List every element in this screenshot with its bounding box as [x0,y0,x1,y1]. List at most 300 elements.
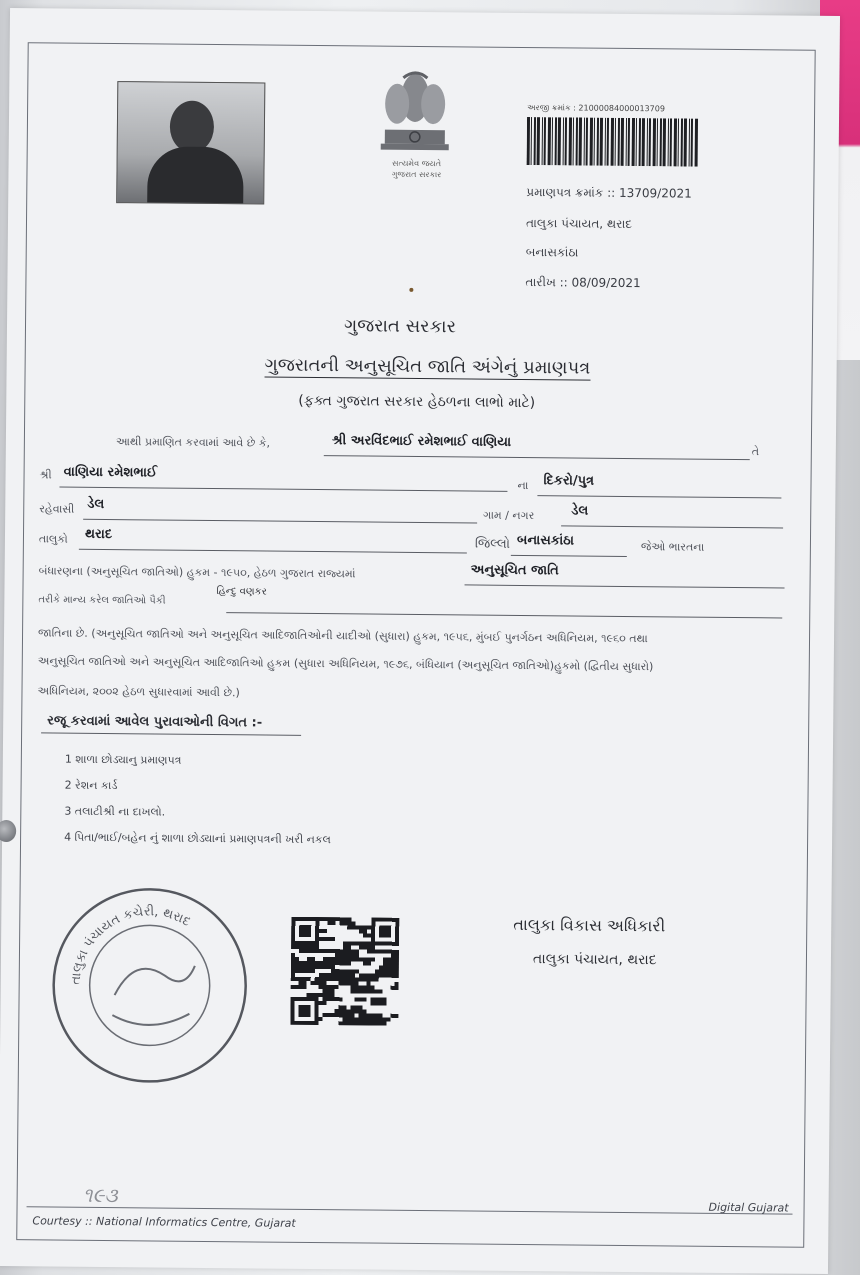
qr-module [314,1017,318,1021]
barcode-bar [649,118,651,166]
qr-module [335,985,339,989]
qr-module [306,1005,310,1009]
qr-module [319,973,323,977]
barcode-bar [647,118,648,166]
qr-module [342,1009,346,1013]
caste-category: અનુસૂચિત જાતિ [470,562,559,579]
qr-module [343,981,347,985]
qr-module [295,985,299,989]
qr-module [347,969,351,973]
qr-module [383,958,387,962]
qr-module [339,917,343,921]
qr-module [331,969,335,973]
qr-module [379,926,383,930]
barcode-bar [628,118,630,166]
qr-module [379,942,383,946]
qr-module [383,998,387,1002]
qr-module [347,917,351,921]
qr-module [314,1009,318,1013]
qr-module [363,925,367,929]
qr-module [307,933,311,937]
order-label: બંધારણના (અનુસૂચિત જાતિઓ) હુકમ - ૧૯૫૦, હેઠળ ગુજરાત રાજ્યમાં [38,564,356,581]
qr-module [303,969,307,973]
qr-module [343,953,347,957]
qr-module [291,941,295,945]
qr-module [371,986,375,990]
evidence-item: 1 શાળા છોડ્યાનુ પ્રમાણપત્ર [64,752,182,767]
qr-module [342,1021,346,1025]
qr-module [295,917,299,921]
qr-module [350,1013,354,1017]
qr-module [331,921,335,925]
qr-module [375,942,379,946]
qr-module [307,969,311,973]
qr-module [351,969,355,973]
taluka-label: તાલુકો [38,532,68,546]
qr-module [327,965,331,969]
district-label: જિલ્લો [474,536,511,552]
qr-module [347,981,351,985]
qr-module [363,933,367,937]
qr-module [367,958,371,962]
qr-module [291,985,295,989]
qr-module [363,929,367,933]
qr-module [311,981,315,985]
qr-module [323,1001,327,1005]
barcode-bar [615,118,616,166]
qr-module [351,921,355,925]
emblem-caption: સત્યમેવ જયતે ગુજરાત સરકાર [391,158,442,180]
qr-module [299,977,303,981]
qr-module [387,942,391,946]
qr-module [395,966,399,970]
qr-module [391,954,395,958]
qr-module [387,934,391,938]
qr-module [363,985,367,989]
qr-module [338,1013,342,1017]
qr-module [339,997,343,1001]
qr-module [347,973,351,977]
qr-module [383,950,387,954]
qr-module [302,1021,306,1025]
qr-module [358,1005,362,1009]
resident-label: રહેવાસી [39,502,75,516]
qr-module [295,957,299,961]
qr-module [338,1005,342,1009]
certificate-subtitle: (ફક્ત ગુજરાત સરકાર હેઠળના લાભો માટે) [298,392,536,412]
qr-module [395,974,399,978]
qr-module [335,957,339,961]
qr-module [359,989,363,993]
qr-module [394,1014,398,1018]
qr-module [358,1021,362,1025]
seal-icon [44,884,256,1086]
qr-module [327,917,331,921]
qr-module [291,929,295,933]
qr-module [371,930,375,934]
qr-module [371,938,375,942]
qr-module [315,921,319,925]
qr-module [354,1017,358,1021]
barcode-bar [584,118,585,166]
issuing-office: તાલુકા પંચાયત, થરાદ [525,216,633,232]
qr-module [331,937,335,941]
barcode-bar [527,117,530,165]
qr-module [347,921,351,925]
qr-module [311,997,315,1001]
qr-module [387,918,391,922]
qr-module [343,969,347,973]
qr-module [387,970,391,974]
qr-module [351,981,355,985]
qr-module [350,1021,354,1025]
qr-module [395,970,399,974]
te-label: તે [751,445,760,459]
district-value: બનાસકાંઠા [516,532,574,549]
qr-module [298,1021,302,1025]
qr-module [383,918,387,922]
qr-module [367,990,371,994]
qr-module [359,925,363,929]
qr-module [383,974,387,978]
qr-module [323,917,327,921]
qr-module [355,949,359,953]
qr-module [383,970,387,974]
qr-module [291,1001,295,1005]
qr-module [347,941,351,945]
barcode-bar [626,118,627,166]
qr-module [391,974,395,978]
qr-module [331,949,335,953]
qr-module [327,977,331,981]
barcode-bar [552,117,553,165]
qr-module [351,953,355,957]
qr-module [378,1002,382,1006]
qr-module [367,926,371,930]
qr-module [370,1022,374,1026]
qr-module [355,925,359,929]
qr-module [323,961,327,965]
issue-date: તારીખ :: 08/09/2021 [525,275,641,291]
barcode-bar [684,119,687,167]
qr-module [323,949,327,953]
qr-module [315,997,319,1001]
barcode-bar [639,118,641,166]
qr-module [290,1017,294,1021]
qr-module [306,1009,310,1013]
barcode-bar [531,117,532,165]
qr-module [391,986,395,990]
qr-module [362,1017,366,1021]
qr-module [318,1017,322,1021]
qr-module [291,917,295,921]
qr-module [378,1014,382,1018]
qr-module [295,969,299,973]
qr-module [371,998,375,1002]
qr-module [371,990,375,994]
qr-module [382,1022,386,1026]
barcode-bar [600,118,603,166]
ink-dot [409,288,413,292]
application-number: અરજી ક્રમાંક : 21000084000013709 [527,103,665,114]
qr-module [291,957,295,961]
qr-module [355,969,359,973]
qr-module [359,977,363,981]
qr-module [371,974,375,978]
qr-module [375,970,379,974]
qr-module [299,925,303,929]
qr-module [371,950,375,954]
qr-module [323,981,327,985]
qr-module [362,1021,366,1025]
qr-module [327,985,331,989]
qr-module [303,949,307,953]
qr-code-icon [290,917,399,1026]
qr-module [307,977,311,981]
qr-module [391,958,395,962]
qr-module [339,969,343,973]
qr-module [395,922,399,926]
qr-module [323,937,327,941]
qr-module [307,941,311,945]
qr-module [363,941,367,945]
qr-module [323,997,327,1001]
qr-module [355,989,359,993]
qr-module [323,985,327,989]
qr-module [319,981,323,985]
qr-module [342,1005,346,1009]
legal-paragraph-line-3: અધિનિયમ, ૨૦૦૨ હેઠળ સુધારવામાં આવી છે.) [37,684,240,700]
qr-module [335,977,339,981]
qr-module [291,933,295,937]
qr-module [307,961,311,965]
qr-module [326,1013,330,1017]
shri-label: શ્રી [39,468,52,482]
qr-module [302,1013,306,1017]
qr-module [350,1005,354,1009]
taluka-value: થરાદ [84,526,113,543]
qr-module [375,918,379,922]
qr-module [363,989,367,993]
qr-module [346,1017,350,1021]
qr-module [291,965,295,969]
qr-module [311,957,315,961]
qr-module [395,942,399,946]
qr-module [379,998,383,1002]
qr-module [315,941,319,945]
qr-module [355,997,359,1001]
qr-module [359,929,363,933]
qr-module [367,942,371,946]
qr-module [371,934,375,938]
barcode-bar [544,117,546,165]
qr-module [379,950,383,954]
qr-module [306,1021,310,1025]
barcode-bar [674,118,677,166]
evidence-heading: રજૂ કરવામાં આવેલ પુરાવાઓની વિગત :- [47,713,263,731]
qr-module [339,961,343,965]
qr-module [387,950,391,954]
qr-module [331,917,335,921]
qr-module [319,949,323,953]
qr-module [371,958,375,962]
officer-office: તાલુકા પંચાયત, થરાદ [532,951,657,969]
qr-module [343,941,347,945]
qr-module [351,989,355,993]
qr-module [303,965,307,969]
qr-module [315,1001,319,1005]
qr-module [335,997,339,1001]
qr-module [295,941,299,945]
qr-module [387,962,391,966]
qr-module [370,1002,374,1006]
qr-module [331,957,335,961]
barcode-bar [689,119,690,167]
qr-module [387,926,391,930]
qr-module [315,965,319,969]
evidence-item: 2 રેશન કાર્ડ [64,778,118,793]
qr-module [350,1009,354,1013]
qr-module [331,985,335,989]
qr-module [359,985,363,989]
qr-module [299,969,303,973]
qr-module [355,953,359,957]
qr-module [319,993,323,997]
qr-module [314,1021,318,1025]
qr-module [347,957,351,961]
seal-text: તાલુકા પંચાયત કચેરી, થરાદ [68,904,194,986]
qr-module [387,930,391,934]
qr-module [367,962,371,966]
qr-module [303,981,307,985]
qr-module [323,957,327,961]
qr-module [291,937,295,941]
qr-module [374,1014,378,1018]
qr-module [374,1018,378,1022]
qr-module [330,1013,334,1017]
qr-module [343,945,347,949]
barcode-bar [597,118,599,166]
qr-module [374,1002,378,1006]
qr-module [339,949,343,953]
barcode-bar [558,117,561,165]
applicant-name: શ્રી અરવિંદભાઈ રમેશભાઈ વાણિયા [331,433,512,450]
handwritten-number: ૧૯૩ [82,1182,118,1208]
qr-module [351,941,355,945]
qr-module [375,990,379,994]
barcode-bar [691,119,693,167]
qr-module [339,981,343,985]
qr-module [395,930,399,934]
qr-module [383,962,387,966]
qr-module [311,949,315,953]
qr-module [387,974,391,978]
qr-module [295,945,299,949]
qr-module [311,969,315,973]
qr-module [391,970,395,974]
qr-module [383,926,387,930]
qr-module [295,997,299,1001]
qr-module [303,933,307,937]
qr-module [371,922,375,926]
certificate-number: પ્રમાણપત્ર ક્રમાંક :: 13709/2021 [526,185,692,201]
qr-module [335,961,339,965]
barcode-bar [611,118,614,166]
qr-module [335,953,339,957]
qr-module [303,977,307,981]
qr-module [319,985,323,989]
na-label: ના [517,478,529,493]
qr-module [323,993,327,997]
qr-module [395,958,399,962]
qr-module [307,929,311,933]
qr-module [347,925,351,929]
qr-module [339,977,343,981]
qr-module [391,918,395,922]
qr-module [371,918,375,922]
qr-module [331,993,335,997]
qr-module [395,954,399,958]
father-name: વાણિયા રમેશભાઈ [63,464,158,481]
qr-module [299,945,303,949]
qr-module [306,1013,310,1017]
qr-module [383,942,387,946]
qr-module [302,1009,306,1013]
government-title: ગુજરાત સરકાર [343,315,457,338]
qr-module [346,1013,350,1017]
qr-module [311,993,315,997]
jeo-label: જેઓ ભારતના [640,540,705,554]
barcode-bar [565,117,567,165]
barcode-bar [681,118,683,166]
qr-module [343,961,347,965]
qr-module [351,973,355,977]
qr-module [339,953,343,957]
qr-module [395,918,399,922]
qr-module [299,997,303,1001]
qr-module [375,950,379,954]
qr-module [323,965,327,969]
barcode-bar [607,118,609,166]
qr-module [294,1021,298,1025]
qr-module [371,942,375,946]
qr-module [371,946,375,950]
qr-module [298,1005,302,1009]
qr-module [358,1009,362,1013]
qr-module [379,966,383,970]
qr-module [290,1013,294,1017]
barcode-bar [670,118,672,166]
qr-module [367,978,371,982]
qr-module [307,917,311,921]
qr-module [351,949,355,953]
ashoka-emblem-icon [375,68,456,157]
recognized-label: તરીકે માન્ય કરેલ જાતિઓ પૈકી [38,594,166,607]
qr-module [390,1014,394,1018]
qr-module [299,917,303,921]
qr-module [395,934,399,938]
qr-module [387,966,391,970]
qr-module [391,966,395,970]
qr-module [342,1017,346,1021]
qr-module [382,1018,386,1022]
qr-module [367,934,371,938]
qr-module [379,990,383,994]
officer-title: તાલુકા વિકાસ અધિકારી [513,914,666,936]
qr-module [299,933,303,937]
barcode-bar [678,118,679,166]
qr-module [311,965,315,969]
